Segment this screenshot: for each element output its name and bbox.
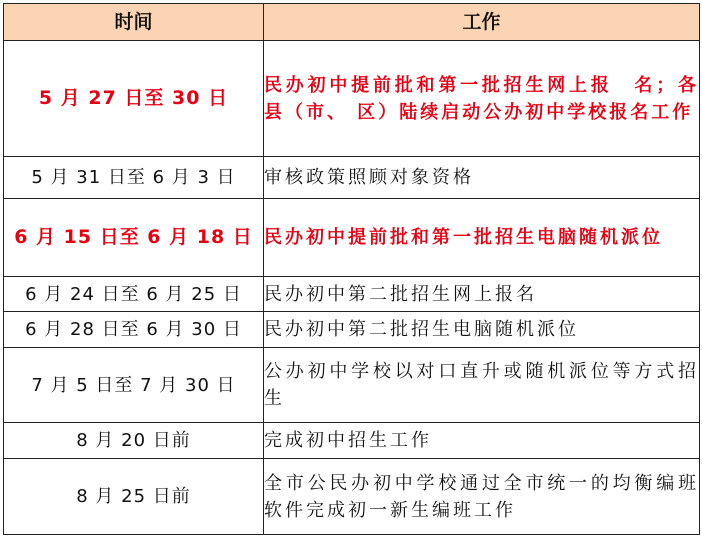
schedule-table-wrapper [3,3,699,535]
table-row [4,157,700,199]
column-header-time: 时间 [4,4,264,41]
table-row [4,199,700,277]
schedule-table [3,3,700,535]
table-row [4,348,700,423]
table-row [4,41,700,157]
table-row [4,459,700,535]
row-time: 6 月 15 日至 6 月 18 日 [4,199,264,277]
row-time: 6 月 28 日至 6 月 30 日 [4,312,264,348]
row-work: 全市公民办初中学校通过全市统一的均衡编班软件完成初一新生编班工作 [264,459,700,535]
column-header-work: 工作 [264,4,700,41]
row-work: 民办初中提前批和第一批招生电脑随机派位 [264,199,700,277]
row-time: 6 月 24 日至 6 月 25 日 [4,277,264,312]
row-work: 民办初中第二批招生网上报名 [264,277,700,312]
table-row [4,423,700,459]
row-work: 民办初中第二批招生电脑随机派位 [264,312,700,348]
table-header-row [4,4,700,41]
row-time: 5 月 31 日至 6 月 3 日 [4,157,264,199]
row-time: 8 月 20 日前 [4,423,264,459]
row-work: 审核政策照顾对象资格 [264,157,700,199]
table-row [4,312,700,348]
table-row [4,277,700,312]
row-time: 8 月 25 日前 [4,459,264,535]
row-work: 完成初中招生工作 [264,423,700,459]
row-time: 7 月 5 日至 7 月 30 日 [4,348,264,423]
row-time: 5 月 27 日至 30 日 [4,41,264,157]
row-work: 民办初中提前批和第一批招生网上报 名；各县（市、 区）陆续启动公办初中学校报名工作 [264,41,700,157]
row-work: 公办初中学校以对口直升或随机派位等方式招生 [264,348,700,423]
